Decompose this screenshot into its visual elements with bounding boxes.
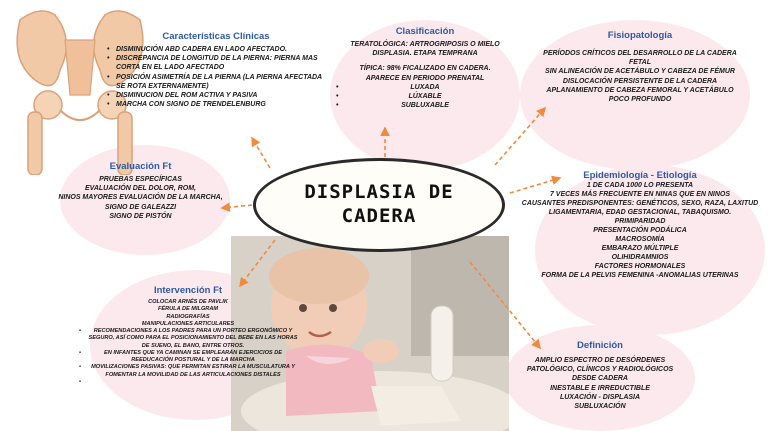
list-item: • LUXADA xyxy=(345,83,505,92)
fisiopatologia-title: Fisiopatología xyxy=(607,30,673,41)
evaluacion-line: EVALUACIÓN DEL DOLOR, ROM, xyxy=(85,185,196,193)
epidemiologia-line: EMBARAZO MÚLTIPLE xyxy=(601,244,679,252)
intervencion-line: COLOCAR ARNÉS DE PAVLIK xyxy=(148,299,228,305)
list-item: • MARCHA CON SIGNO DE TRENDELENBURG xyxy=(116,100,326,109)
clasificacion-body xyxy=(345,40,505,111)
fisiopatologia-line: PERÍODOS CRÍTICOS DEL DESARROLLO DE LA CADERA FETAL xyxy=(543,50,737,67)
fisiopatologia-line: SIN ALINEACIÓN DE ACETÁBULO Y CABEZA DE FÉMUR xyxy=(545,68,735,76)
epidemiologia-line: PRESENTACIÓN PODÁLICA xyxy=(593,226,687,234)
definicion-title: Definición xyxy=(577,340,623,351)
caracteristicas-list xyxy=(106,45,326,110)
central-title-line: CADERA xyxy=(341,205,417,227)
definicion-section xyxy=(515,340,685,411)
fisiopatologia-body xyxy=(540,49,740,104)
epidemiologia-line: MACROSOMÍA xyxy=(615,235,665,243)
fisiopatologia-line: APLANAMIENTO DE CABEZA FEMORAL Y ACETÁBULO POCO PROFUNDO xyxy=(546,86,734,104)
clasificacion-line: TERATOLÓGICA: ARTROGRIPOSIS O MIELO DISPLASIA. ETAPA TEMPRANA xyxy=(350,41,500,58)
caracteristicas-title: Características Clínicas xyxy=(162,31,270,42)
epidemiologia-line: PRIMIPARIDAD xyxy=(614,217,666,225)
clasificacion-title: Clasificación xyxy=(395,26,455,37)
epidemiologia-section xyxy=(515,170,765,280)
definicion-line: AMPLIO ESPECTRO DE DESÓRDENES PATOLÓGICO, CLÍNICOS Y RADIOLÓGICOS DESDE CADERA xyxy=(526,357,674,383)
list-item: • DISMINUCIÓN ABD CADERA EN LADO AFECTADO. xyxy=(116,45,326,54)
caracteristicas-section xyxy=(106,31,326,110)
intervencion-line: MANIPULACIONES ARTICULARES xyxy=(141,320,235,327)
evaluacion-body xyxy=(58,175,223,221)
definicion-line: INESTABLE E IRREDUCTIBLE xyxy=(550,384,650,392)
evaluacion-section xyxy=(58,161,223,221)
evaluacion-line: PRUEBAS ESPECÍFICAS xyxy=(99,176,182,183)
list-item: • DISCREPANCIA DE LONGITUD DE LA PIERNA: PIERNA MAS CORTA EN EL LADO AFECTADO xyxy=(116,54,326,72)
list-item: • POSICIÓN ASIMETRÍA DE LA PIERNA (LA PIERNA AFECTADA SE ROTA EXTERNAMENTE) xyxy=(116,73,326,91)
fisiopatologia-line: DISLOCACIÓN PERSISTENTE DE LA CADERA xyxy=(562,77,718,85)
epidemiologia-line: FACTORES HORMONALES xyxy=(594,262,686,270)
list-item xyxy=(88,379,298,386)
central-topic-bubble xyxy=(253,158,505,252)
list-item: • SUBLUXABLE xyxy=(345,101,505,110)
clasificacion-section xyxy=(345,26,505,111)
list-item: • DISMINUCION DEL ROM ACTIVA Y PASIVA xyxy=(116,91,326,100)
evaluacion-line: NINOS MAYORES EVALUACIÓN DE LA MARCHA, xyxy=(58,194,223,202)
central-topic-title xyxy=(279,181,479,229)
clasificacion-list xyxy=(345,83,505,111)
epidemiologia-line: CAUSANTES PREDISPONENTES: GENÉTICOS, SEXO, RAZA, LAXITUD LIGAMENTARIA, EDAD GESTACIONAL, TABAQUISMO. xyxy=(521,199,759,216)
definicion-body xyxy=(515,356,685,411)
epidemiologia-line: OLIHIDRAMNIOS xyxy=(611,253,669,261)
definicion-line: SUBLUXACIÓN xyxy=(574,403,626,411)
evaluacion-line: SIGNO DE PISTÓN xyxy=(109,212,172,220)
epidemiologia-line: FORMA DE LA PELVIS FEMENINA -ANOMALIAS UTERINAS xyxy=(541,271,739,279)
intervencion-body xyxy=(78,299,298,386)
intervencion-title: Intervención Ft xyxy=(153,285,223,296)
intervencion-line: RADIOGRAFÍAS xyxy=(166,313,210,320)
fisiopatologia-section xyxy=(540,30,740,104)
definicion-line: LUXACIÓN - DISPLASIA xyxy=(559,393,641,401)
epidemiologia-title: Epidemiología - Etiología xyxy=(583,170,697,181)
evaluacion-title: Evaluación Ft xyxy=(109,161,172,172)
list-item: • MOVILIZACIONES PASIVAS: QUE PERMITAN ESTIRAR LA MUSCULATURA Y FOMENTAR LA MOVILIDAD DE LAS ARTICULACIONES DISTALES xyxy=(88,364,298,379)
list-item: • RECOMENDACIONES A LOS PADRES PARA UN PORTEO ERGONÓMICO Y SEGURO, ASÍ COMO PARA EL POSICIONAMIENTO DEL BEBE EN LAS HORAS DE SUENO, EL BANO, ENTRE OTROS. xyxy=(88,328,298,350)
evaluacion-line: SIGNO DE GALEAZZI xyxy=(104,203,177,211)
list-item: • EN INFANTES QUE YA CAMINAN SE EMPLEARÁN EJERCICIOS DE REEDUCACIÓN POSTURAL Y DE LA MARCHA xyxy=(88,350,298,365)
clasificacion-line: TÍPICA: 98% FICALIZADO EN CADERA. APARECE EN PERIODO PRENATAL xyxy=(359,65,491,82)
intervencion-line: FÉRULA DE MILGRAM xyxy=(157,306,219,313)
epidemiologia-body xyxy=(515,182,765,280)
intervencion-section xyxy=(78,285,298,386)
epidemiologia-line: 7 VECES MÁS FRECUENTE EN NINAS QUE EN NINOS xyxy=(549,190,731,198)
intervencion-list xyxy=(78,328,298,386)
epidemiologia-line: 1 DE CADA 1000 LO PRESENTA xyxy=(586,182,694,189)
central-title-line: DISPLASIA DE xyxy=(304,181,454,204)
list-item: • LÚXABLE xyxy=(345,92,505,101)
